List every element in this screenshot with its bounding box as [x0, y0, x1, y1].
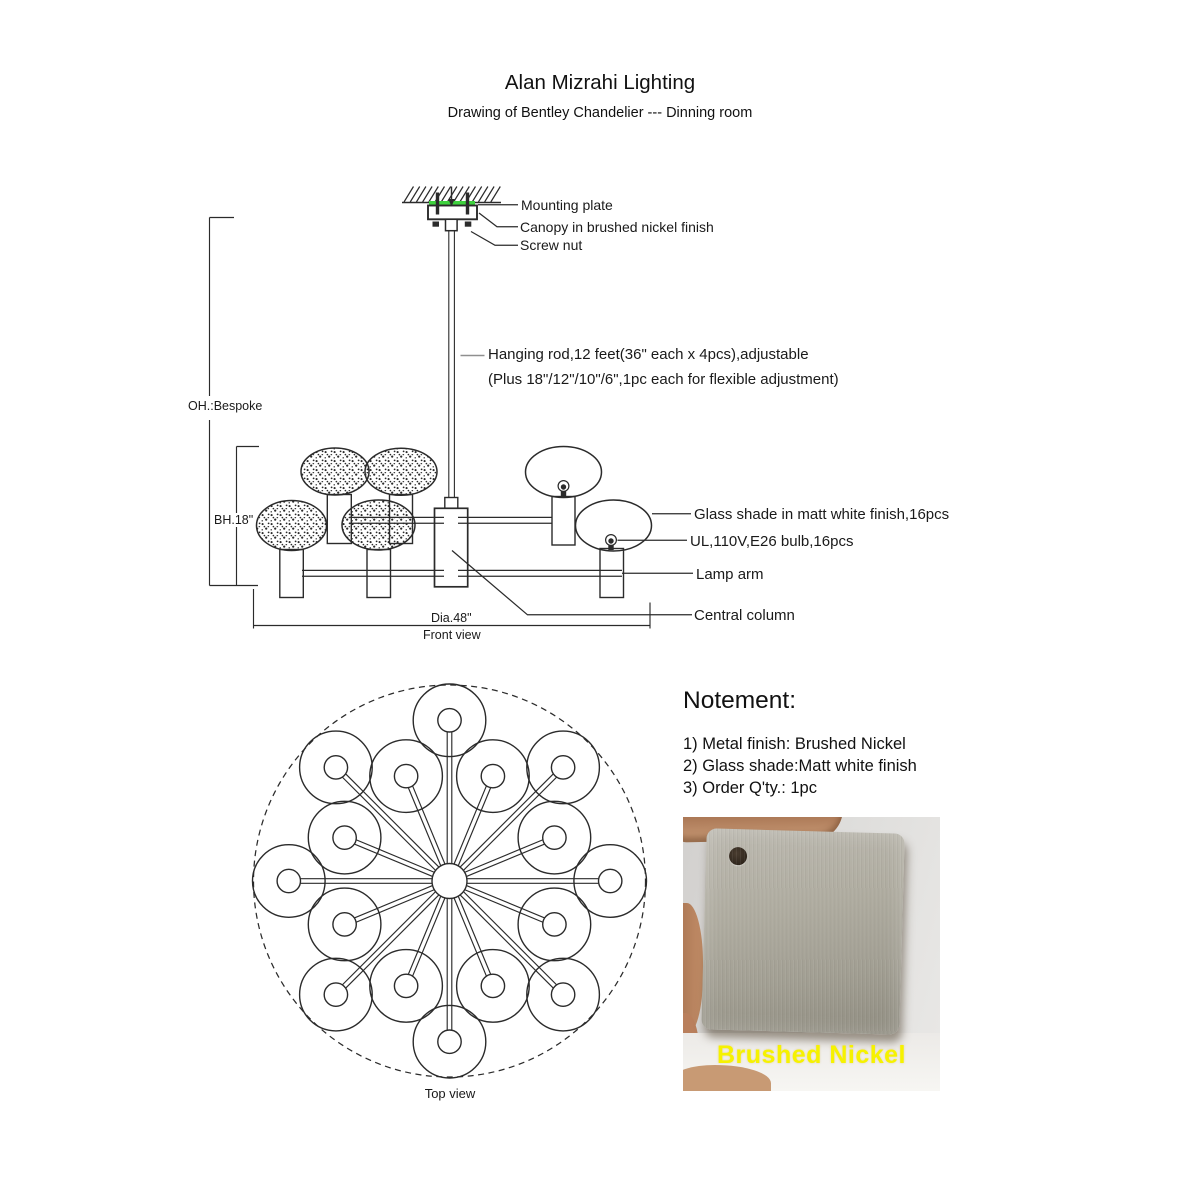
top-view-arm — [404, 777, 441, 867]
notement-item: 1) Metal finish: Brushed Nickel — [683, 734, 906, 753]
hanging-rod-label-line2: (Plus 18"/12"/10"/6",1pc each for flexible adjustment) — [488, 371, 839, 388]
brushed-nickel-sample-plate — [701, 828, 905, 1034]
top-view-bulb — [324, 983, 347, 1006]
top-view-drawing — [252, 684, 646, 1078]
bulb-glyph — [558, 481, 569, 497]
top-view-bulb — [543, 913, 566, 936]
top-view-bulb — [599, 869, 622, 892]
bulb-glyph — [606, 535, 617, 551]
finish-sample-photo — [683, 817, 940, 1091]
photo-caption: Brushed Nickel — [716, 1041, 906, 1069]
screw-nut-leader — [471, 232, 518, 246]
bulb-label: UL,110V,E26 bulb,16pcs — [690, 533, 854, 550]
front-view-right-lamps — [526, 447, 652, 598]
central-column-label: Central column — [694, 607, 795, 624]
top-view-arm — [334, 891, 436, 993]
top-view-bulb — [324, 756, 347, 779]
top-view-central-column — [432, 864, 467, 899]
top-view-bulb — [543, 826, 566, 849]
top-view-arm — [458, 777, 495, 867]
top-view-bulb — [333, 826, 356, 849]
canopy-leader — [479, 213, 518, 227]
top-view-bulb — [551, 983, 574, 1006]
overall-height-dimension-label: OH.:Bespoke — [188, 399, 263, 413]
top-view-arm — [346, 835, 436, 872]
glass-shade-stippled — [257, 501, 327, 551]
top-view-lamps — [252, 684, 646, 1078]
top-view-arm — [338, 894, 440, 996]
leader-lines — [452, 205, 693, 615]
top-view-arm — [346, 889, 436, 926]
dimension-lines — [210, 218, 651, 629]
screw-nut-label: Screw nut — [520, 236, 583, 253]
glass-shade-stippled — [342, 500, 415, 550]
top-view-bulb — [438, 709, 461, 732]
screw-nut-left — [433, 222, 440, 227]
front-view-caption: Front view — [423, 627, 481, 642]
top-view-arm — [463, 769, 565, 871]
glass-shade-stippled — [301, 448, 369, 495]
top-view-arm — [404, 895, 441, 985]
top-view-caption: Top view — [424, 1086, 476, 1101]
screw-nut-right — [465, 222, 472, 227]
glass-shade-stippled — [365, 448, 437, 495]
lamp-stem — [367, 550, 391, 598]
notement-item: 3) Order Q'ty.: 1pc — [683, 778, 817, 797]
page-subtitle: Drawing of Bentley Chandelier --- Dinning room — [447, 105, 753, 121]
rod-and-column — [435, 231, 468, 587]
top-view-bulb — [394, 764, 417, 787]
glass-shade-label: Glass shade in matt white finish,16pcs — [694, 506, 950, 523]
rod-coupler-bottom — [445, 498, 458, 509]
diameter-dimension-label: Dia.48" — [431, 611, 472, 625]
lamp-arm-label: Lamp arm — [696, 565, 764, 583]
top-view-bulb — [551, 756, 574, 779]
top-view-arm — [458, 895, 495, 985]
mounting-plate-label: Mounting plate — [521, 197, 613, 213]
central-column-shape — [435, 508, 468, 587]
top-view-arm — [464, 835, 554, 872]
top-view-arm — [460, 894, 562, 996]
lamp-stem — [280, 550, 304, 598]
page-title: Alan Mizrahi Lighting — [504, 71, 696, 94]
sample-plate-hole — [729, 847, 747, 865]
top-view-bulb — [333, 913, 356, 936]
canopy-shape — [428, 206, 477, 220]
lamp-stem — [552, 497, 575, 546]
top-view-arm — [463, 891, 565, 993]
central-column-leader — [452, 551, 692, 615]
hanging-rod-label-line1: Hanging rod,12 feet(36" each x 4pcs),adjustable — [488, 346, 809, 363]
notement-item: 2) Glass shade:Matt white finish — [683, 756, 917, 775]
top-view-bulb — [438, 1030, 461, 1053]
top-view-arm — [334, 769, 436, 871]
top-view-arm — [460, 766, 562, 868]
top-view-bulb — [394, 974, 417, 997]
top-view-bulb — [481, 974, 504, 997]
lamp-stem — [600, 549, 624, 598]
ceiling-and-canopy — [402, 187, 501, 231]
body-height-dimension-label: BH.18" — [214, 512, 254, 527]
rod-coupler-top — [446, 219, 458, 230]
top-view-arm — [338, 766, 440, 868]
canopy-label: Canopy in brushed nickel finish — [520, 218, 714, 235]
top-view-bulb — [481, 764, 504, 787]
notement-heading: Notement: — [683, 687, 797, 714]
top-view-bulb — [277, 869, 300, 892]
top-view-arm — [464, 889, 554, 926]
